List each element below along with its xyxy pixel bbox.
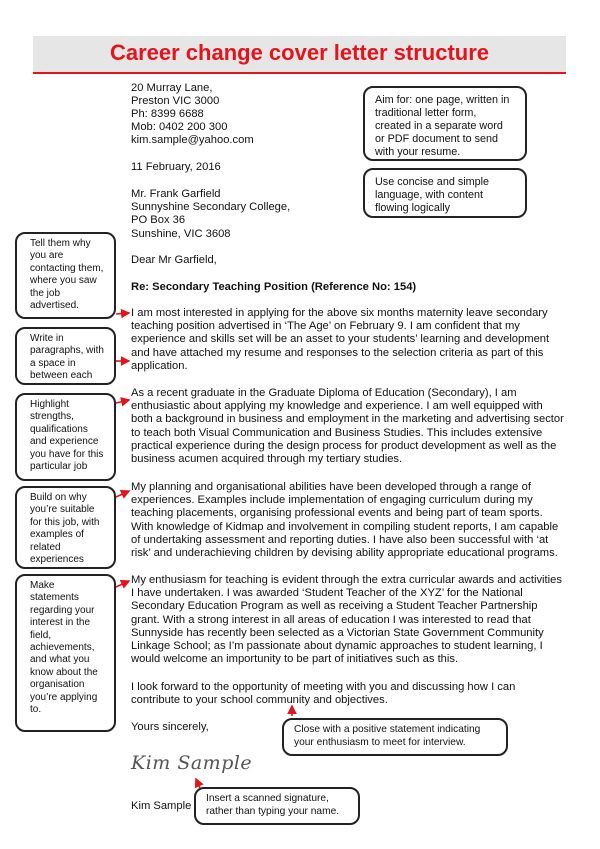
arrow-icon — [116, 491, 129, 497]
closing: Yours sincerely, — [131, 721, 209, 733]
recipient-city: Sunshine, VIC 3608 — [131, 228, 231, 240]
sender-email: kim.sample@yahoo.com — [131, 134, 254, 146]
signoff-name: Kim Sample — [131, 800, 192, 812]
subject-line: Re: Secondary Teaching Position (Reference No: 154) — [131, 281, 417, 293]
side-note-highlight: Highlight strengths, qualifications and experience you have for this particular job — [15, 393, 116, 481]
recipient-name: Mr. Frank Garfield — [131, 188, 221, 200]
side-note-tell: Tell them why you are contacting them, where you saw the job advertised. — [15, 232, 116, 319]
sender-phone: Ph: 8399 6688 — [131, 108, 204, 120]
side-note-write: Write in paragraphs, with a space in between each — [15, 327, 116, 385]
note-close: Close with a positive statement indicating your enthusiasm to meet for interview. — [282, 718, 508, 756]
letter-date: 11 February, 2016 — [131, 161, 221, 173]
note-concise: Use concise and simple language, with content flowing logically — [363, 168, 527, 218]
arrow-icon — [116, 581, 129, 587]
arrow-icon — [196, 779, 200, 788]
note-aim: Aim for: one page, written in traditional letter form, created in a separate word or PDF document to send with your resume. — [363, 86, 527, 161]
paragraph-1: I am most interested in applying for the above six months maternity leave secondary teaching position advertised in ‘The Age’ on February 9. I am confident that my experience and skills set will be an asset to your students’ learning and development and have attached my resume and responses to the selection criteria as part of this application. — [131, 307, 550, 372]
signature-image: Kim Sample — [131, 752, 253, 774]
side-note-build: Build on why you’re suitable for this job, with examples of related experiences — [15, 486, 116, 569]
sender-address-line1: 20 Murray Lane, — [131, 82, 213, 94]
recipient-org: Sunnyshine Secondary College, — [131, 201, 291, 213]
recipient-box: PO Box 36 — [131, 214, 186, 226]
paragraph-5: I look forward to the opportunity of meeting with you and discussing how I can contribute to your school community and objectives. — [131, 681, 516, 707]
arrow-icon — [116, 313, 129, 314]
note-scanned: Insert a scanned signature, rather than typing your name. — [194, 787, 360, 825]
paragraph-3: My planning and organisational abilities have been developed through a range of experiences. Examples include implementation of engaging curriculum during my teaching placements, organising professional events and being part of team sports. With knowledge of Kidmap and involvement in compiling student reports, I am capable of undertaking assessment and reporting duties. I have also been successful with ‘at risk’ and underachieving children by devising ability appropriate educational programs. — [131, 481, 559, 560]
sender-address-line2: Preston VIC 3000 — [131, 95, 220, 107]
salutation: Dear Mr Garfield, — [131, 254, 217, 266]
page-title: Career change cover letter structure — [109, 40, 490, 65]
arrow-icon — [116, 400, 129, 403]
sender-mobile: Mob: 0402 200 300 — [131, 121, 228, 133]
paragraph-2: As a recent graduate in the Graduate Diploma of Education (Secondary), I am enthusiastic about applying my knowledge and experience. I am well equipped with both a background in business and employment in the marketing and advertising sector to teach both Visual Communication and Business Studies. This includes extensive practical experience during the design process for product development as well as the business acumen acquired through my tertiary studies. — [131, 387, 564, 466]
paragraph-4: My enthusiasm for teaching is evident through the extra curricular awards and activities I have undertaken. I was awarded ‘Student Teacher of the XYZ’ for the National Secondary Education Program as well as receiving a Student Teacher Partnership grant. With a strong interest in all areas of education I was interested to read that Sunnyside has recently been selected as a Victorian State Government Community Linkage School; as I’m passionate about dynamic approaches to student learning, I would welcome an importunity to be part of initiatives such as this. — [131, 574, 562, 666]
side-note-make: Make statements regarding your interest in the field, achievements, and what you know about the organisation you’re applying to. — [15, 574, 116, 732]
